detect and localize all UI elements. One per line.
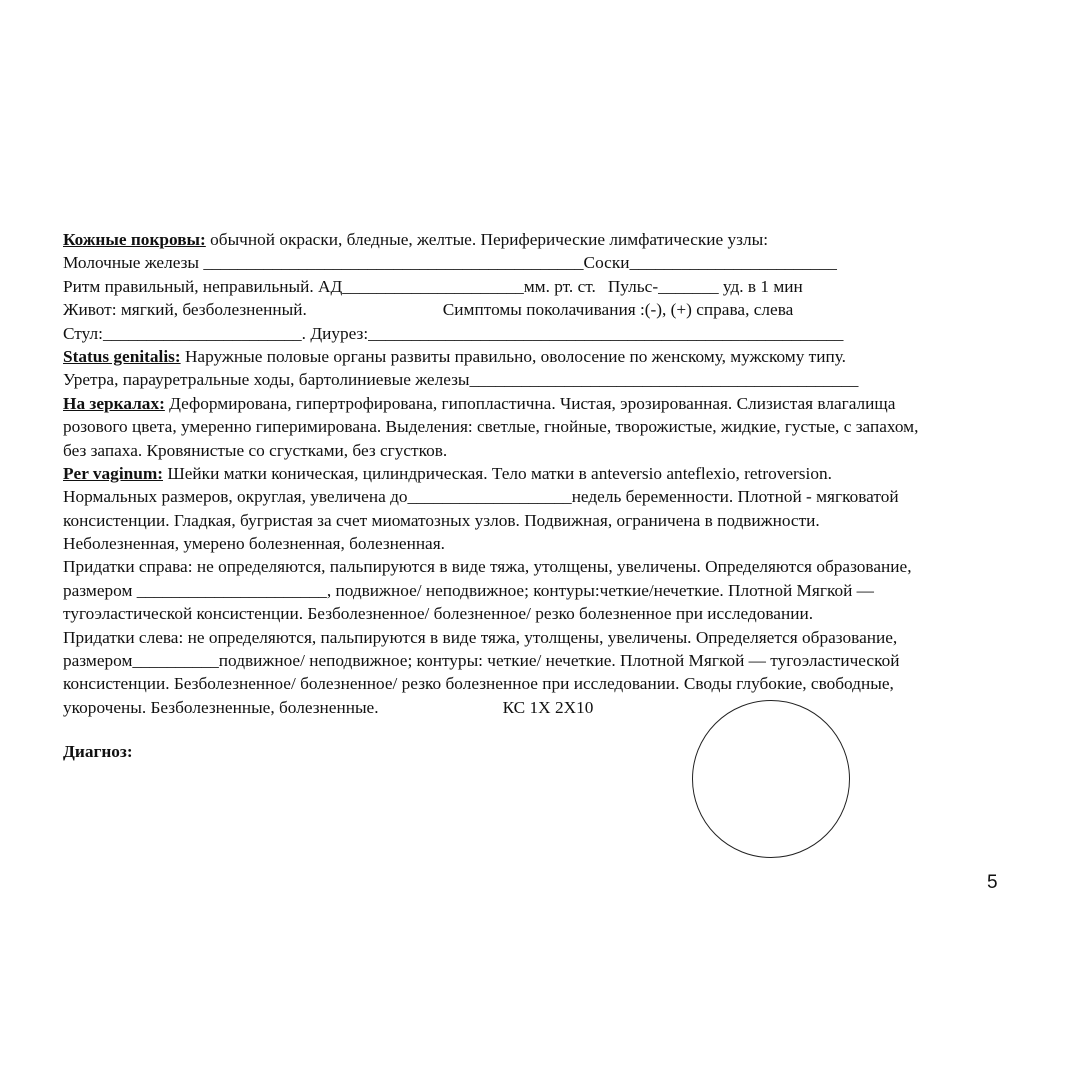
- left-adnexa-text-4: укорочены. Безболезненные, болезненные.: [63, 697, 379, 717]
- mirrors-line-2: [63, 415, 1063, 438]
- right-size-blank[interactable]: ______________________: [136, 580, 327, 600]
- skin-heading: Кожные покровы:: [63, 230, 206, 249]
- skin-line: [63, 228, 1063, 251]
- right-adnexa-text-2b: , подвижное/ неподвижное; контуры:четкие/нечеткие. Плотной Мягкой —: [326, 580, 874, 600]
- right-adnexa-line-1: [63, 555, 1063, 578]
- skin-text: обычной окраски, бледные, желтые. Периферические лимфатические узлы:: [205, 230, 769, 249]
- ks-text: КС 1Х 2Х10: [502, 697, 594, 717]
- left-size-blank[interactable]: __________: [132, 651, 219, 671]
- left-adnexa-line-2: [63, 649, 1063, 672]
- mirrors-text-1: Деформирована, гипертрофирована, гипопластична. Чистая, эрозированная. Слизистая влагалища: [164, 393, 896, 413]
- stool-blank[interactable]: _______________________: [102, 323, 302, 343]
- right-adnexa-text-3: тугоэластической консистенции. Безболезненное/ болезненное/ резко болезненное при исследовании.: [63, 604, 814, 624]
- vaginum-line-3: [63, 509, 1063, 532]
- abdomen-line: [63, 298, 1063, 321]
- vaginum-text-3: консистенции. Гладкая, бугристая за счет миоматозных узлов. Подвижная, ограничена в подвижности.: [63, 510, 820, 530]
- right-adnexa-text-1: Придатки справа: не определяются, пальпируются в виде тяжа, утолщены, увеличены. Определяются образование,: [63, 557, 912, 577]
- mirrors-text-2: розового цвета, умеренно гиперимирована. Выделения: светлые, гнойные, творожистые, жидкие, густые, с запахом,: [63, 417, 919, 437]
- abdomen-text: Живот: мягкий, безболезненный.: [63, 300, 307, 320]
- left-adnexa-text-3: консистенции. Безболезненное/ болезненное/ резко болезненное при исследовании. Своды глубокие, свободные,: [63, 674, 894, 694]
- vaginum-text-2b: недель беременности. Плотной - мягковатой: [571, 487, 899, 507]
- breasts-line: [63, 251, 1063, 274]
- mirrors-line-1: [63, 392, 1063, 415]
- bp-units: мм. рт. ст.: [523, 276, 596, 296]
- vaginum-line-1: [63, 462, 1063, 485]
- urethra-text: Уретра, парауретральные ходы, бартолиниевые железы: [63, 370, 470, 390]
- diuresis-label: . Диурез:: [301, 323, 369, 343]
- right-adnexa-line-3: [63, 602, 1063, 625]
- status-heading: Status genitalis:: [63, 346, 181, 366]
- stool-line: [63, 322, 1063, 345]
- pulse-blank[interactable]: _______: [658, 276, 719, 296]
- mirrors-heading: На зеркалах:: [63, 393, 165, 413]
- vaginum-line-4: [63, 532, 1063, 555]
- nipples-label: Соски: [583, 253, 630, 273]
- left-adnexa-text-2a: размером: [63, 651, 133, 671]
- rhythm-text: Ритм правильный, неправильный. АД: [63, 276, 343, 296]
- left-adnexa-line-4: [63, 696, 1063, 719]
- rhythm-line: [63, 275, 1063, 298]
- stamp-circle: [692, 700, 850, 858]
- pulse-units: уд. в 1 мин: [718, 276, 803, 296]
- vaginum-text-1: Шейки матки коническая, цилиндрическая. Тело матки в anteversio anteflexio, retroversion.: [163, 463, 832, 483]
- status-text: Наружные половые органы развиты правильно, оволосение по женскому, мужскому типу.: [180, 346, 846, 366]
- left-adnexa-line-3: [63, 672, 1063, 695]
- bp-blank[interactable]: _____________________: [342, 276, 524, 296]
- page-number: 5: [987, 872, 998, 893]
- mirrors-line-3: [63, 439, 1063, 462]
- urethra-line: [63, 368, 1063, 391]
- weeks-blank[interactable]: ___________________: [407, 487, 572, 507]
- diuresis-blank[interactable]: _______________________________________________________: [368, 323, 844, 343]
- right-adnexa-line-2: [63, 579, 1063, 602]
- diagnosis-label: Диагноз:: [63, 742, 133, 761]
- pulse-label: Пульс-: [607, 276, 659, 296]
- breasts-label: Молочные железы: [63, 253, 204, 273]
- urethra-blank[interactable]: _____________________________________________: [469, 370, 859, 390]
- left-adnexa-text-2b: подвижное/ неподвижное; контуры: четкие/ нечеткие. Плотной Мягкой — тугоэластической: [218, 651, 900, 671]
- left-adnexa-text-1: Придатки слева: не определяются, пальпируются в виде тяжа, утолщены, увеличены. Определяется образование,: [63, 627, 898, 647]
- mirrors-text-3: без запаха. Кровянистые со сгустками, без сгустков.: [63, 440, 448, 460]
- status-line: [63, 345, 1063, 368]
- vaginum-text-2a: Нормальных размеров, округлая, увеличена до: [63, 487, 408, 507]
- breasts-blank[interactable]: ____________________________________________: [203, 253, 584, 273]
- stool-label: Стул:: [63, 323, 103, 343]
- exam-form-text: [63, 228, 1063, 719]
- left-adnexa-line-1: [63, 626, 1063, 649]
- nipples-blank[interactable]: ________________________: [629, 253, 837, 273]
- symptoms-text: Симптомы поколачивания :(-), (+) справа, слева: [442, 300, 794, 320]
- vaginum-text-4: Неболезненная, умерено болезненная, болезненная.: [63, 534, 446, 554]
- right-adnexa-text-2a: размером: [63, 580, 137, 600]
- vaginum-line-2: [63, 485, 1063, 508]
- vaginum-heading: Per vaginum:: [63, 463, 163, 483]
